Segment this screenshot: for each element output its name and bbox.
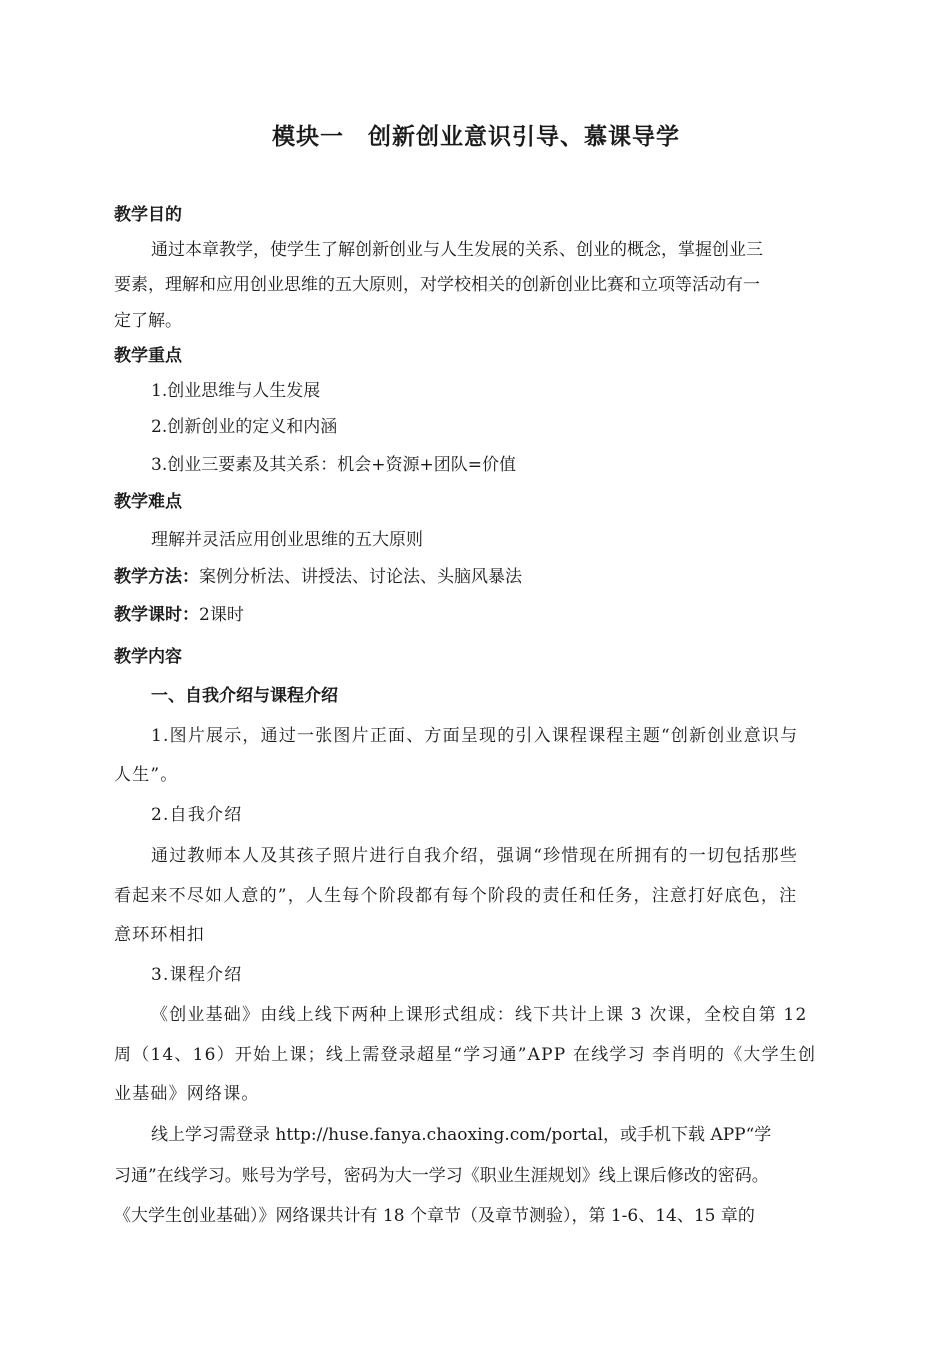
hours-label: 教学课时： <box>114 605 199 625</box>
content-heading: 教学内容 <box>114 647 182 667</box>
paragraph-3-line-2: 看起来不尽如人意的”，人生每个阶段都有每个阶段的责任和任务，注意打好底色，注 <box>114 886 798 906</box>
section-title-self-intro: 一、自我介绍与课程介绍 <box>151 686 338 706</box>
objectives-line-2: 要素，理解和应用创业思维的五大原则，对学校相关的创新创业比赛和立项等活动有一 <box>114 275 760 295</box>
hours-value: 2课时 <box>199 605 244 625</box>
paragraph-1-line-2: 人生”。 <box>114 765 179 785</box>
methods-row <box>114 566 522 588</box>
objectives-line-1: 通过本章教学，使学生了解创新创业与人生发展的关系、创业的概念，掌握创业三 <box>151 240 763 260</box>
paragraph-6-line-3: 《大学生创业基础）》网络课共计有 18 个章节（及章节测验），第 1-6、14、15 章的 <box>114 1206 755 1226</box>
methods-value: 案例分析法、讲授法、讨论法、头脑风暴法 <box>199 567 522 587</box>
paragraph-6-line-1: 线上学习需登录 http://huse.fanya.chaoxing.com/portal，或手机下载 APP“学 <box>151 1125 772 1145</box>
key-point-item-3: 3.创业三要素及其关系：机会+资源+团队=价值 <box>151 455 516 475</box>
self-intro-title: 2.自我介绍 <box>151 805 243 825</box>
objectives-heading: 教学目的 <box>114 205 182 225</box>
paragraph-6-line-2: 习通”在线学习。账号为学号，密码为大一学习《职业生涯规划》线上课后修改的密码。 <box>114 1166 769 1186</box>
key-point-item-2: 2.创新创业的定义和内涵 <box>151 417 338 437</box>
paragraph-5-line-3: 业基础》网络课。 <box>114 1084 260 1104</box>
paragraph-3-line-3: 意环环相扣 <box>114 925 205 945</box>
key-points-heading: 教学重点 <box>114 346 182 366</box>
hours-row <box>114 604 244 626</box>
difficulties-heading: 教学难点 <box>114 492 182 512</box>
course-intro-title: 3.课程介绍 <box>151 965 243 985</box>
key-point-item-1: 1.创业思维与人生发展 <box>151 381 321 401</box>
objectives-line-3: 定了解。 <box>114 311 182 331</box>
paragraph-1-line-1: 1.图片展示，通过一张图片正面、方面呈现的引入课程课程主题“创新创业意识与 <box>151 726 799 746</box>
difficulties-text: 理解并灵活应用创业思维的五大原则 <box>151 530 423 550</box>
paragraph-5-line-1: 《创业基础》由线上线下两种上课形式组成：线下共计上课 3 次课，全校自第 12 <box>151 1005 808 1025</box>
paragraph-3-line-1: 通过教师本人及其孩子照片进行自我介绍，强调“珍惜现在所拥有的一切包括那些 <box>151 846 798 866</box>
page-title: 模块一 创新创业意识引导、慕课导学 <box>272 124 680 150</box>
methods-label: 教学方法： <box>114 567 199 587</box>
paragraph-5-line-2: 周（14、16）开始上课；线上需登录超星“学习通”APP 在线学习 李肖明的《大学生创 <box>114 1045 817 1065</box>
